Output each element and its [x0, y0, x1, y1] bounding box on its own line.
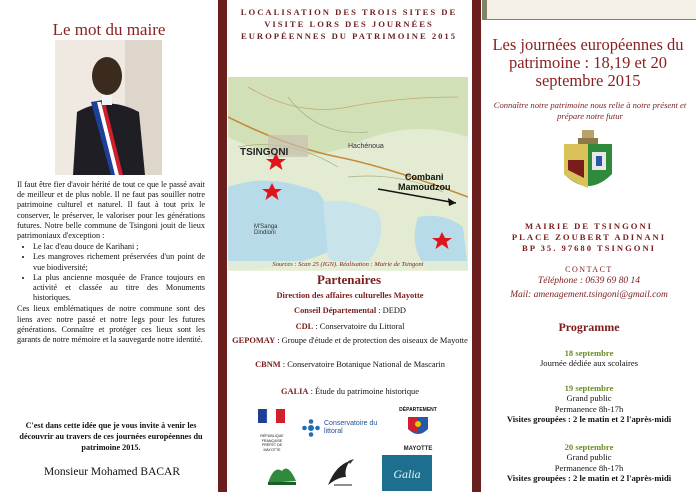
partner-cbnm	[232, 360, 468, 371]
partners-title: Partenaires	[316, 272, 382, 287]
partner-name: GEPOMAY	[232, 336, 276, 345]
day-line: Grand public	[566, 393, 612, 404]
mairie-address	[482, 221, 696, 254]
mayor-intro: Il faut être fier d'avoir hérité de tout ce que le passé avait de meilleur et de plus noble. Il ne faut pas souiller notre patrimoine culturel et naturel. Il faut à tout prix le conserver, le préserver, le valoriser pour les générations futures. Notre belle commune de Tsingoni jouit de lieux patrimoniaux d'exception :	[17, 180, 205, 241]
departement-logo	[392, 407, 444, 451]
mairie-line: BP 35. 97680 TSINGONI	[521, 243, 656, 253]
site-map	[228, 77, 468, 270]
map-label-tsingoni: TSINGONI	[240, 147, 289, 158]
event-tagline: Connaître notre patrimoine nous relie à notre présent et prépare notre futur	[493, 100, 687, 121]
mayor-invitation: C'est dans cette idée que je vous invite à venir les découvrir au travers de ces journées européennes du patrimoine 2015.	[19, 421, 203, 452]
conservatoire-logo	[302, 417, 384, 441]
galia-text: Galia	[393, 467, 421, 481]
partner-dac	[232, 291, 468, 302]
partner-gepomay	[232, 336, 468, 347]
partner-cdl	[232, 322, 468, 333]
partner-desc: : Étude du patrimoine historique	[308, 387, 419, 396]
partner-name: CDL	[295, 322, 314, 331]
programme-day-19	[482, 383, 696, 425]
map-label-hachenoua: Hachénoua	[348, 143, 384, 150]
galia-logo	[382, 455, 432, 491]
mayor-signature: Monsieur Mohamed BACAR	[43, 466, 181, 478]
header-band-inner	[487, 0, 696, 19]
partner-desc: : Conservatoire Botanique National de Mascarin	[280, 360, 445, 369]
heritage-list	[17, 242, 205, 303]
conservatoire-text: Conservatoire du littoral	[324, 420, 378, 435]
mayor-portrait	[55, 40, 162, 175]
map-source: Sources : Scan 25 (IGN). Réalisation : Mairie de Tsingoni	[228, 261, 468, 271]
partner-desc: : DEDD	[376, 306, 406, 315]
republique-logo	[254, 407, 290, 451]
day-line: Journée dédiée aux scolaires	[539, 358, 639, 369]
programme-day-18	[482, 348, 696, 369]
day-date: 20 septembre	[564, 442, 614, 452]
list-item: • La plus ancienne mosquée de France toujours en activité et classée au titre des Monuments historiques.	[33, 273, 205, 304]
mayor-outro: Ces lieux emblématiques de notre commune sont des liens avec notre passé et notre legs pour les futures générations. Connaître et protéger ces lieux sont les garants de notre mémoire et la sauvegarde notre identité.	[17, 304, 205, 345]
map-label-mamoudzou: Mamoudzou	[398, 182, 451, 192]
map-label-combani-text: Combani	[404, 172, 444, 182]
list-item: • Les mangroves richement préservées d'un point de vue biodiversité;	[33, 252, 205, 272]
list-item: • Le lac d'eau douce de Karihani ;	[33, 242, 205, 252]
partner-desc: : Conservatoire du Littoral	[313, 322, 405, 331]
partner-logos-row-2	[232, 455, 468, 491]
partner-name: Direction des affaires culturelles Mayotte	[276, 291, 424, 300]
day-date: 18 septembre	[564, 348, 614, 358]
republique-text: RÉPUBLIQUE FRANÇAISE	[260, 434, 284, 443]
mairie-line: PLACE ZOUBERT ADINANI	[511, 232, 667, 242]
mayotte-emblem-icon	[392, 413, 444, 441]
mairie-line: MAIRIE DE TSINGONI	[524, 221, 653, 231]
day-line: Permanence 8h-17h	[554, 462, 624, 473]
partner-name: CBNM	[255, 360, 281, 369]
day-group-visits: Visites groupées : 2 le matin et 2 l'après-midi	[506, 473, 672, 484]
mayotte-text: MAYOTTE	[403, 446, 433, 452]
partner-desc: : Groupe d'étude et de protection des oiseaux de Mayotte	[275, 336, 468, 345]
partner-galia	[232, 387, 468, 398]
gepomay-bird-icon	[322, 455, 358, 491]
mayor-text	[17, 180, 205, 345]
conservatoire-icon	[302, 419, 320, 437]
programme-day-20	[482, 442, 696, 484]
event-title: Les journées européennes du patrimoine : 18,19 et 20 septembre 2015	[492, 35, 684, 90]
day-line: Permanence 8h-17h	[554, 403, 624, 414]
contact-label: CONTACT	[565, 265, 613, 274]
cbnm-logo-icon	[264, 461, 300, 487]
prefet-text: PRÉFET DE MAYOTTE	[261, 443, 283, 452]
day-group-visits: Visites groupées : 2 le matin et 2 l'après-midi	[506, 414, 672, 425]
map-label-lake: M'Sanga Dindioni	[254, 224, 278, 236]
partner-cd	[232, 306, 468, 317]
map-label-combani	[398, 172, 451, 192]
contact-mail: Mail: amenagement.tsingoni@gmail.com	[510, 290, 668, 300]
contact-phone: Téléphone : 0639 69 80 14	[537, 276, 641, 286]
partner-logos-row-1	[232, 407, 468, 451]
departement-text: DÉPARTEMENT	[399, 407, 437, 413]
mayor-section-title: Le mot du maire	[52, 20, 166, 39]
partner-name: GALIA	[281, 387, 309, 396]
divider-left	[218, 0, 227, 492]
localisation-title: LOCALISATION DES TROIS SITES DE VISITE LORS DES JOURNÉES EUROPÉENNES DU PATRIMOINE 2015	[240, 7, 458, 41]
tsingoni-crest-icon	[560, 130, 616, 198]
day-line: Grand public	[566, 452, 612, 463]
partner-name: Conseil Départemental	[294, 306, 377, 315]
day-date: 19 septembre	[564, 383, 614, 393]
programme-title: Programme	[558, 320, 620, 334]
